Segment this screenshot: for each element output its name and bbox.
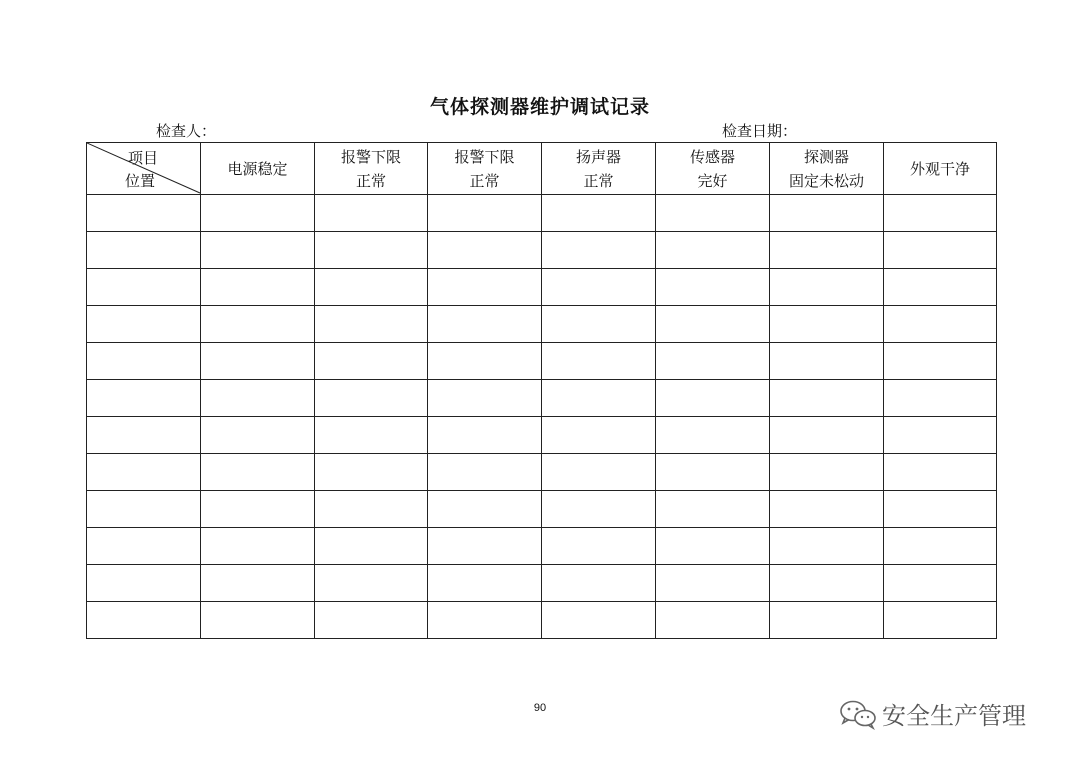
watermark [838, 696, 1026, 731]
inspection-date-label: 检查日期： [722, 122, 798, 140]
table-cell [87, 491, 201, 528]
table-cell [315, 602, 428, 639]
table-cell [884, 491, 997, 528]
table-row [87, 491, 997, 528]
table-cell [201, 195, 315, 232]
table-row [87, 454, 997, 491]
table-cell [884, 195, 997, 232]
table-cell [201, 232, 315, 269]
table-header-row [87, 143, 997, 195]
table-cell [315, 232, 428, 269]
table-cell [315, 491, 428, 528]
table-cell [87, 195, 201, 232]
table-cell [656, 454, 770, 491]
watermark-text: 安全生产管理 [882, 702, 1026, 730]
table-cell [542, 528, 656, 565]
column-header-detector-fixed [770, 143, 884, 195]
table-cell [87, 343, 201, 380]
column-header-alarm-lower-limit-1 [315, 143, 428, 195]
table-cell [315, 195, 428, 232]
column-header-appearance-clean [884, 143, 997, 195]
table-cell [656, 306, 770, 343]
wechat-icon [838, 698, 878, 730]
corner-header-position: 位置 [125, 172, 156, 190]
table-cell [428, 528, 542, 565]
table-cell [884, 417, 997, 454]
table-cell [770, 528, 884, 565]
corner-header-item: 项目 [127, 149, 158, 167]
table-cell [87, 269, 201, 306]
table-cell [201, 343, 315, 380]
column-header-line2: 完好 [697, 171, 728, 190]
column-header-line1: 报警下限 [454, 147, 515, 166]
column-header-power-stable [201, 143, 315, 195]
table-cell [542, 306, 656, 343]
table-cell [542, 565, 656, 602]
table-cell [87, 528, 201, 565]
table-row [87, 195, 997, 232]
table-cell [656, 491, 770, 528]
table-cell [656, 195, 770, 232]
table-cell [87, 565, 201, 602]
table-cell [87, 602, 201, 639]
table-row [87, 528, 997, 565]
column-header-line1: 电源稳定 [227, 159, 288, 178]
table-row [87, 380, 997, 417]
table-cell [770, 195, 884, 232]
table-cell [770, 269, 884, 306]
table-cell [315, 565, 428, 602]
table-cell [201, 565, 315, 602]
table-cell [770, 602, 884, 639]
table-row [87, 306, 997, 343]
table-cell [656, 528, 770, 565]
column-header-alarm-lower-limit-2 [428, 143, 542, 195]
table-row [87, 565, 997, 602]
table-cell [428, 602, 542, 639]
table-cell [428, 343, 542, 380]
table-cell [428, 232, 542, 269]
table-cell [428, 306, 542, 343]
column-header-line1: 传感器 [689, 147, 735, 166]
column-header-speaker [542, 143, 656, 195]
table-cell [542, 602, 656, 639]
table-cell [542, 195, 656, 232]
column-header-line2: 正常 [355, 171, 386, 190]
table-row [87, 417, 997, 454]
table-cell [428, 195, 542, 232]
table-cell [428, 454, 542, 491]
table-cell [87, 454, 201, 491]
table-cell [884, 232, 997, 269]
table-row [87, 343, 997, 380]
table-cell [884, 306, 997, 343]
column-header-line2: 正常 [583, 171, 614, 190]
record-body [87, 195, 997, 639]
table-cell [770, 380, 884, 417]
table-cell [201, 380, 315, 417]
table-cell [315, 417, 428, 454]
table-cell [542, 343, 656, 380]
column-header-line1: 扬声器 [575, 147, 621, 166]
table-cell [884, 343, 997, 380]
table-cell [542, 417, 656, 454]
table-cell [542, 232, 656, 269]
column-header-line2: 固定未松动 [788, 171, 864, 190]
table-row [87, 232, 997, 269]
table-cell [770, 565, 884, 602]
table-row [87, 269, 997, 306]
table-cell [315, 380, 428, 417]
table-cell [428, 269, 542, 306]
column-header-sensor [656, 143, 770, 195]
table-cell [87, 380, 201, 417]
table-cell [770, 417, 884, 454]
table-cell [770, 306, 884, 343]
table-cell [656, 417, 770, 454]
table-cell [315, 343, 428, 380]
corner-header-cell [87, 143, 201, 195]
table-cell [201, 269, 315, 306]
table-cell [201, 454, 315, 491]
table-cell [315, 269, 428, 306]
document-title: 气体探测器维护调试记录 [429, 96, 650, 118]
table-cell [770, 491, 884, 528]
maintenance-record-table [86, 142, 997, 639]
table-cell [201, 417, 315, 454]
table-cell [770, 454, 884, 491]
table-cell [542, 269, 656, 306]
table-cell [884, 454, 997, 491]
table-cell [770, 343, 884, 380]
table-cell [884, 528, 997, 565]
column-header-line1: 外观干净 [909, 159, 970, 178]
table-cell [315, 454, 428, 491]
table-cell [201, 491, 315, 528]
table-cell [884, 602, 997, 639]
table-cell [201, 602, 315, 639]
table-cell [428, 380, 542, 417]
table-cell [428, 491, 542, 528]
table-cell [87, 417, 201, 454]
table-row [87, 602, 997, 639]
table-cell [201, 306, 315, 343]
table-cell [656, 565, 770, 602]
table-cell [656, 380, 770, 417]
table-cell [542, 454, 656, 491]
column-header-line2: 正常 [469, 171, 500, 190]
table-cell [542, 491, 656, 528]
table-cell [428, 417, 542, 454]
table-cell [315, 306, 428, 343]
page-number: 90 [533, 702, 547, 714]
table-cell [656, 269, 770, 306]
table-cell [201, 528, 315, 565]
table-cell [315, 528, 428, 565]
table-cell [656, 232, 770, 269]
column-header-line1: 报警下限 [340, 147, 401, 166]
table-cell [87, 306, 201, 343]
table-cell [884, 380, 997, 417]
column-header-line1: 探测器 [803, 147, 849, 166]
table-cell [884, 269, 997, 306]
table-cell [542, 380, 656, 417]
table-cell [87, 232, 201, 269]
table-cell [656, 602, 770, 639]
table-cell [770, 232, 884, 269]
table-cell [428, 565, 542, 602]
table-cell [884, 565, 997, 602]
inspector-label: 检查人： [156, 122, 217, 140]
table-cell [656, 343, 770, 380]
